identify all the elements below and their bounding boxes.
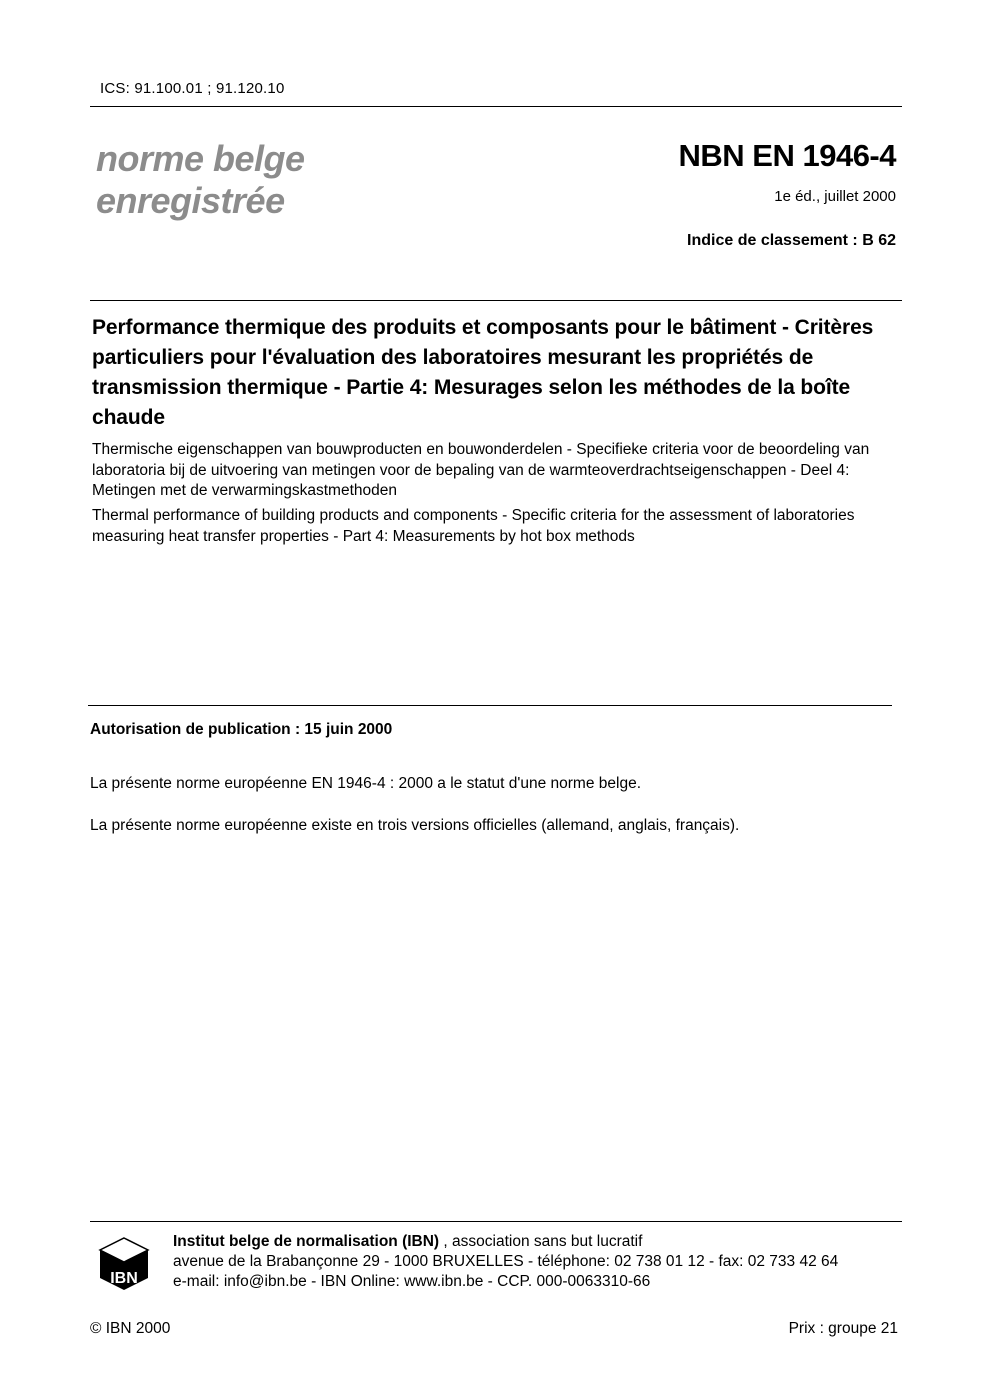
versions-statement: La présente norme européenne existe en trois versions officielles (allemand, anglais, français). — [90, 817, 740, 834]
header-divider — [90, 106, 902, 107]
brand-title — [96, 138, 305, 222]
copyright: © IBN 2000 — [90, 1320, 171, 1337]
title-divider-top — [90, 300, 902, 301]
title-french: Performance thermique des produits et composants pour le bâtiment - Critères particuliers pour l'évaluation des laboratoires mesurant les propriétés de transmission thermique - Partie 4: Mesurages selon les méthodes de la boîte chaude — [92, 316, 874, 429]
standard-number: NBN EN 1946-4 — [678, 138, 896, 173]
title-dutch: Thermische eigenschappen van bouwproducten en bouwonderdelen - Specifieke criteria voor de beoordeling van laboratoria bij de uitvoering van metingen voor de bepaling van de warmteoverdrachtseigenschappen - Deel 4: Metingen met de verwarmingskastmethoden — [92, 441, 870, 499]
title-english: Thermal performance of building products and components - Specific criteria for the assessment of laboratories measuring heat transfer properties - Part 4: Measurements by hot box methods — [92, 507, 855, 545]
institute-contact: e-mail: info@ibn.be - IBN Online: www.ibn.be - CCP. 000-0063310-66 — [173, 1273, 651, 1290]
institute-name: Institut belge de normalisation (IBN) — [173, 1233, 440, 1250]
publication-authorisation: Autorisation de publication : 15 juin 2000 — [90, 721, 393, 738]
institute-suffix: , association sans but lucratif — [439, 1233, 643, 1250]
status-statement: La présente norme européenne EN 1946-4 : 2000 a le statut d'une norme belge. — [90, 775, 642, 792]
brand-line-1: norme belge — [96, 138, 305, 179]
price-group: Prix : groupe 21 — [788, 1320, 898, 1337]
classification-index: Indice de classement : B 62 — [687, 232, 896, 249]
ibn-logo — [98, 1236, 150, 1292]
brand-line-2: enregistrée — [96, 180, 285, 221]
institute-address: avenue de la Brabançonne 29 - 1000 BRUXELLES - téléphone: 02 738 01 12 - fax: 02 733 42 64 — [173, 1253, 839, 1270]
institute-line — [173, 1233, 642, 1251]
title-divider-bottom — [88, 705, 892, 706]
footer-divider — [90, 1221, 902, 1222]
edition-date: 1e éd., juillet 2000 — [774, 188, 896, 205]
ibn-logo-text: IBN — [110, 1270, 138, 1287]
ics-code: ICS: 91.100.01 ; 91.120.10 — [100, 80, 285, 97]
